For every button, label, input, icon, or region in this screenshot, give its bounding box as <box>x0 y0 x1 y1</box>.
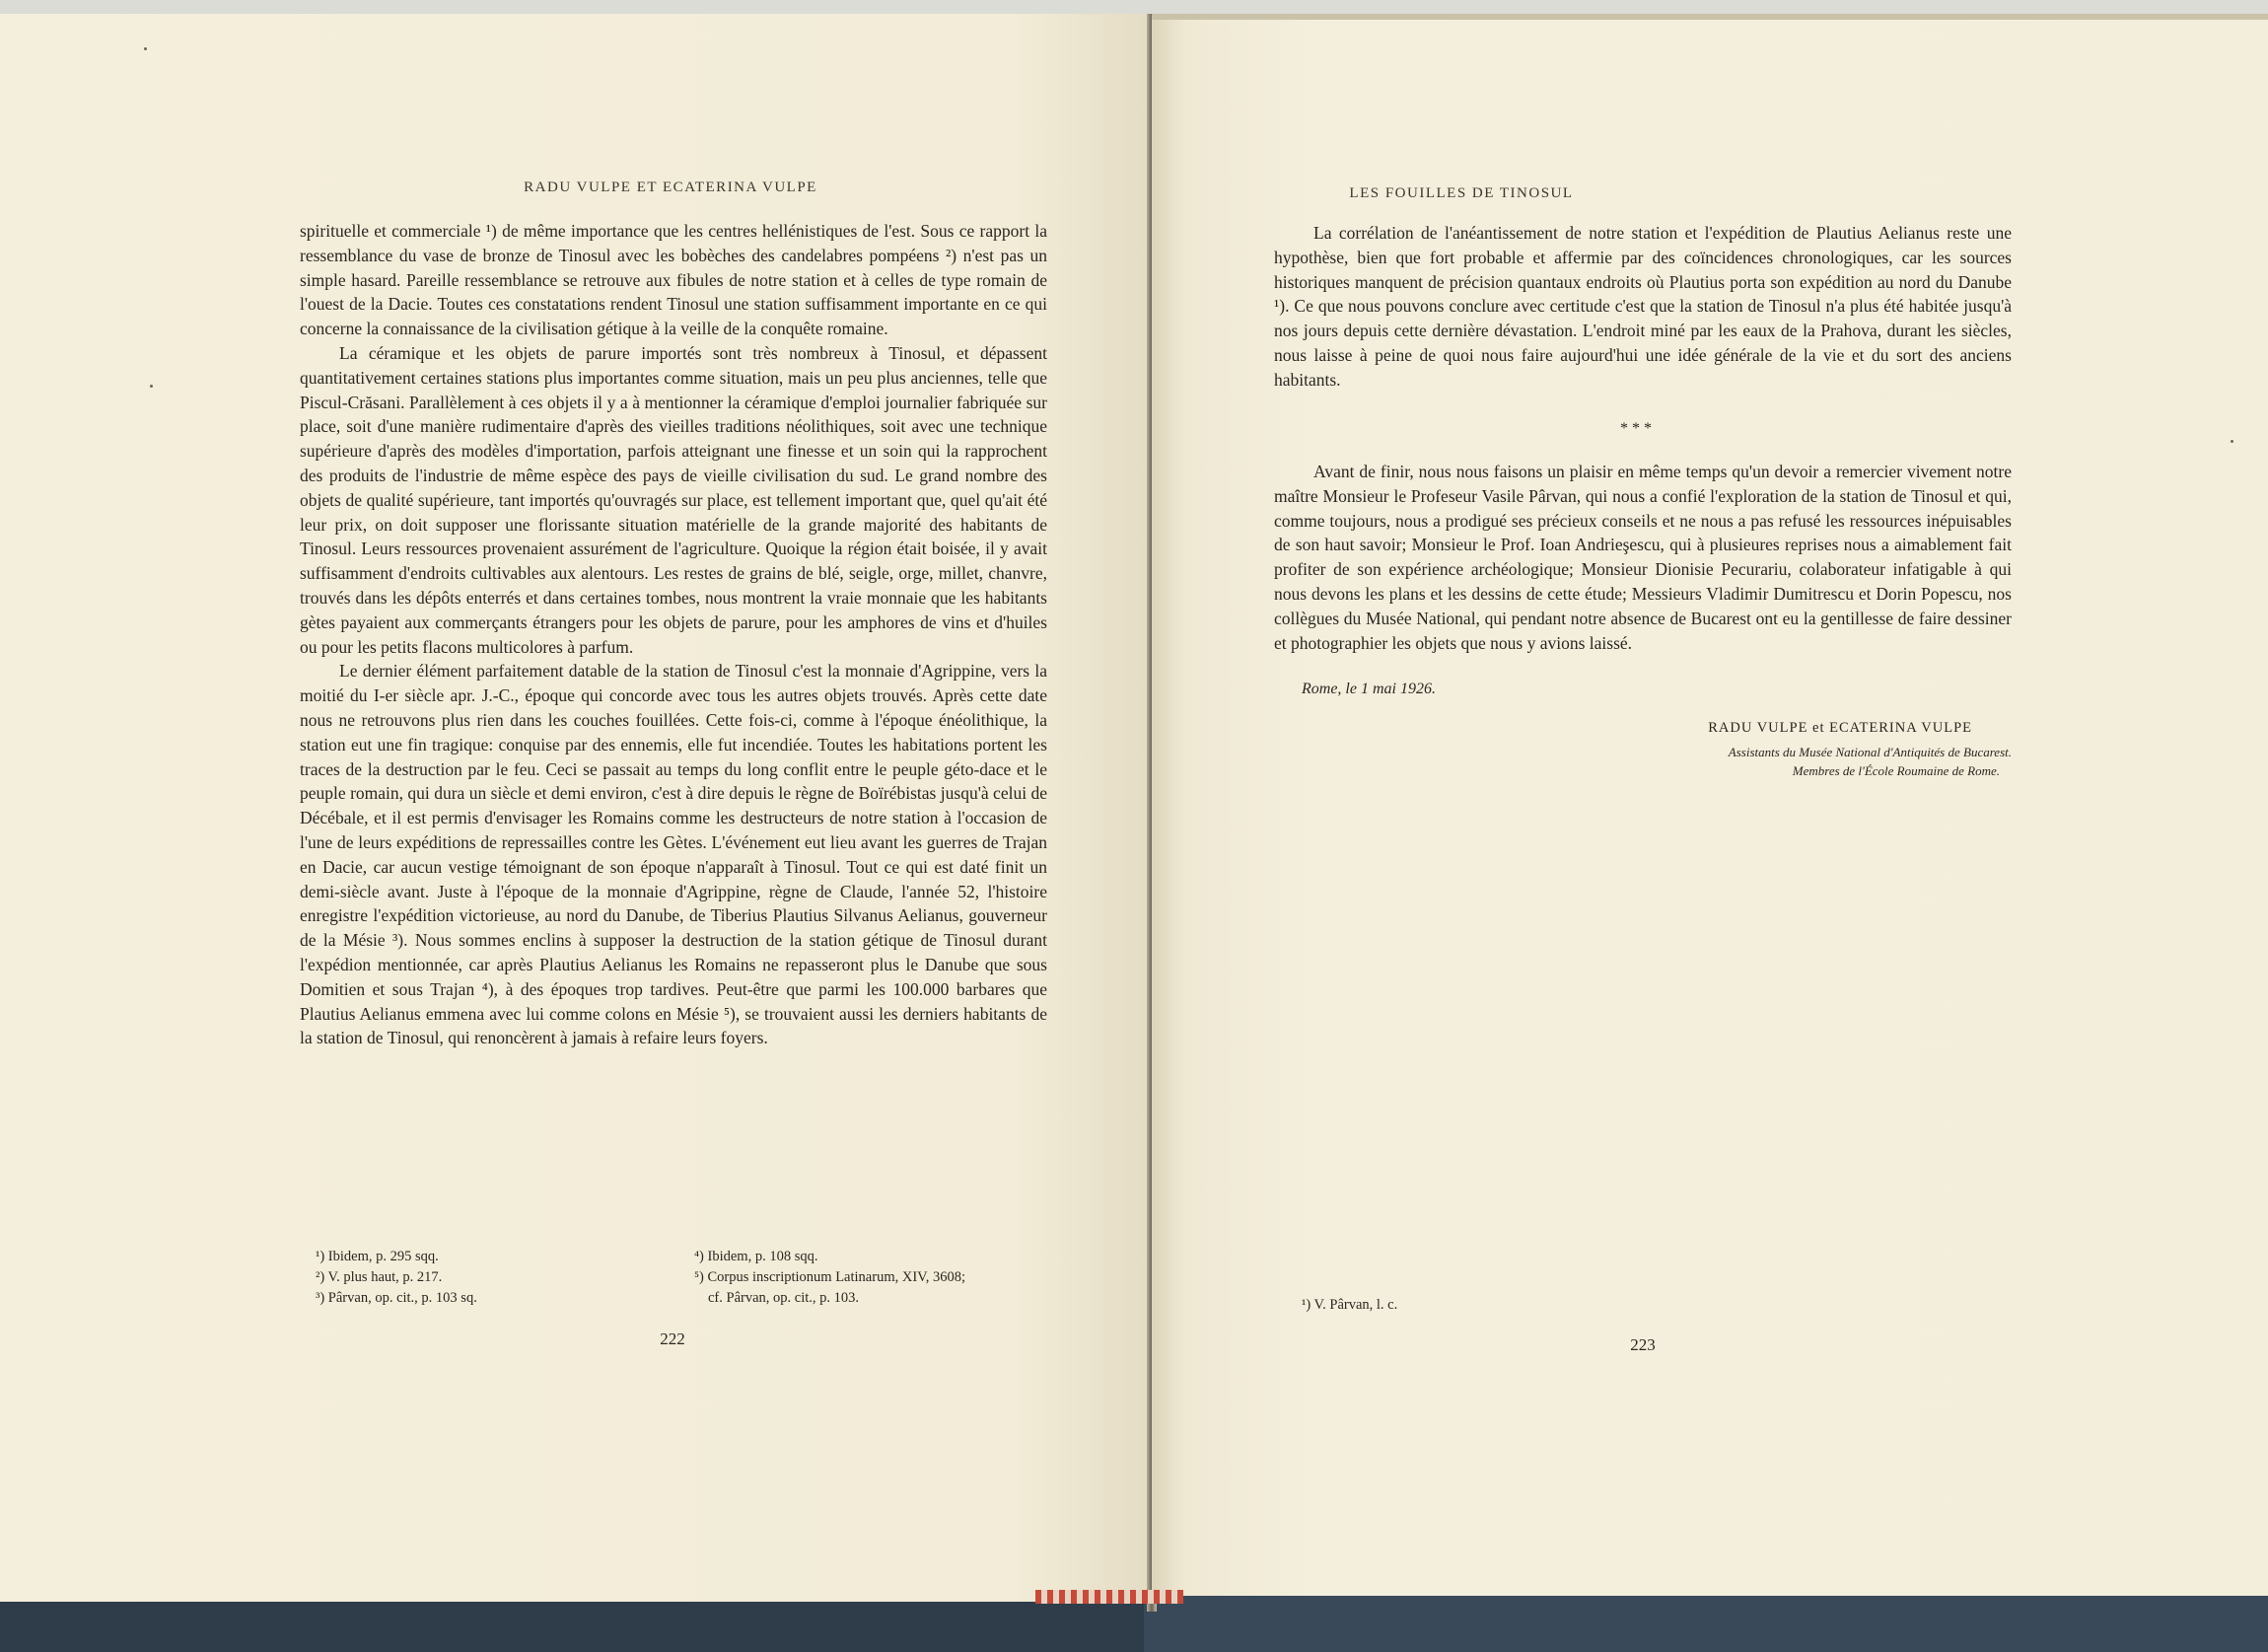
dateline: Rome, le 1 mai 1926. <box>1302 681 1436 697</box>
bookmark-ribbon <box>1035 1590 1183 1604</box>
section-asterism: * * * <box>1620 420 1652 437</box>
signature-name: RADU VULPE et ECATERINA VULPE <box>1708 720 1972 736</box>
footnote-right-1: ¹) V. Pârvan, l. c. <box>1302 1297 1398 1313</box>
left-paragraph-3: Le dernier élément parfaitement datable de la station de Tinosul c'est la monnaie d'Agrippine, vers la moitié du I-er siècle apr. J.-C., époque qui concorde avec tous les autres objets trouvés. Après cette date nous ne retrouvons plus rien dans les couches fouillées. Cette fois-ci, comme à l'époque énéolithique, la station eut une fin tragique: conquise par des ennemis, elle fut incendiée. Toutes les habitations portent les traces de la destruction par le feu. Ceci se passait au temps du long conflit entre le peuple géto-dace et le peuple romain, qui dura un siècle et demi environ, c'est à dire depuis le règne de Boïrébistas jusqu'à celui de Décébale, et il est permis d'envisager les Romains comme les destructeurs de notre station à l'occasion de l'une de leurs expéditions de repressailles contre les Gètes. L'événement eut lieu avant les guerres de Trajan en Dacie, car aucun vestige témoignant de son époque n'apparaît à Tinosul. Tout ce qui est daté finit un demi-siècle avant. Juste à l'époque de la monnaie d'Agrippine, règne de Claude, l'année 52, l'histoire enregistre l'expédition victorieuse, au nord du Danube, de Tiberius Plautius Silvanus Aelianus, gouverneur de la Mésie ³). Nous sommes enclins à supposer la destruction de la station gétique de Tinosul durant l'expédion mentionnée, car après Plautius Aelianus les Romains ne repasseront plus le Danube que sous Domitien et sous Trajan ⁴), à des époques trop tardives. Peut-être que parmi les 100.000 barbares que Plautius Aelianus emmena avec lui comme colons en Mésie ⁵), se trouvaient aussi les derniers habitants de la station de Tinosul, qui renoncèrent à jamais à refaire leurs foyers. <box>300 661 1047 1048</box>
left-paragraph-1: spirituelle et commerciale ¹) de même importance que les centres hellénistiques de l'est. Sous ce rapport la ressemblance du vase de bronze de Tinosul avec les bobèches des candelabres pompéens ²) n'est pas un simple hasard. Pareille ressemblance se retrouve aux fibules de notre station et à celles de type romain de l'ouest de la Dacie. Toutes ces constatations rendent Tinosul une station suffisamment importante en ce qui concerne la connaissance de la civilisation gétique à la veille de la conquête romaine. <box>300 221 1047 339</box>
footnote-5: ⁵) Corpus inscriptionum Latinarum, XIV, 3608; <box>694 1269 966 1285</box>
right-paragraph-1: La corrélation de l'anéantissement de notre station et l'expédition de Plautius Aelianus reste une hypothèse, bien que fort probable et affermie par des coïncidences chronologiques, car les sources historiques manquent de précision quantaux endroits où Plautius porta son expédition au nord du Danube ¹). Ce que nous pouvons conclure avec certitude c'est que la station de Tinosul n'a plus été habitée jusqu'à nos jours depuis cette dernière dévastation. L'endroit miné par les eaux de la Prahova, durant les siècles, nous laisse à peine de quoi nous faire aujourd'hui une idée générale de la vie et du sort des anciens habitants. <box>1274 223 2012 390</box>
footnote-2: ²) V. plus haut, p. 217. <box>316 1269 443 1285</box>
page-number-right: 223 <box>1630 1335 1656 1354</box>
signature-affiliation-1: Assistants du Musée National d'Antiquités de Bucarest. <box>1728 745 2012 759</box>
left-footnotes-col-2 <box>694 1247 965 1309</box>
left-paragraph-2: La céramique et les objets de parure importés sont très nombreux à Tinosul, et dépassent quantitativement certaines stations plus importantes comme situation, mais un peu plus anciennes, telle que Piscul-Crăsani. Parallèlement à ces objets il y a à mentionner la céramique d'emploi journalier fabriquée sur place, soit d'une manière rudimentaire d'après des vieilles traditions néolithiques, soit avec une technique supérieure d'après des modèles d'importation, parfois atteignant une finesse et un soin qui la rapprochent des produits de l'industrie de même espèce des pays de vieille civilisation du sud. Le grand nombre des objets de qualité supérieure, tant importés qu'ouvragés sur place, est tellement important que, quel qu'ait été leur prix, on doit supposer une florissante situation matérielle de la grande majorité des habitants de Tinosul. Leurs ressources provenaient assurément de l'agriculture. Quoique la région était boisée, il y avait suffisamment d'endroits cultivables aux alentours. Les restes de grains de blé, seigle, orge, millet, chanvre, trouvés dans les dépôts enterrés et dans certaines tombes, nous montrent la vraie monnaie que les habitants gètes payaient aux commerçants étrangers pour les objets de parure, pour les amphores de vins et d'huiles ou pour les petits flacons multicolores à parfum. <box>300 342 1047 657</box>
footnote-5-continued: cf. Pârvan, op. cit., p. 103. <box>708 1290 860 1306</box>
footnote-1: ¹) Ibidem, p. 295 sqq. <box>316 1249 439 1264</box>
paper-speck <box>150 385 153 388</box>
paper-speck <box>2231 440 2233 443</box>
page-number-left: 222 <box>660 1329 685 1348</box>
signature-affiliation-2: Membres de l'École Roumaine de Rome. <box>1792 763 2000 778</box>
right-page <box>1152 18 2268 1596</box>
right-body-text-1 <box>1274 221 2012 393</box>
running-head-left: RADU VULPE ET ECATERINA VULPE <box>524 180 817 195</box>
paper-speck <box>144 47 147 50</box>
right-footnotes <box>1302 1295 1397 1316</box>
footnote-3: ³) Pârvan, op. cit., p. 103 sq. <box>316 1290 477 1306</box>
right-body-text-2 <box>1274 460 2012 655</box>
right-paragraph-2: Avant de finir, nous nous faisons un plaisir en même temps qu'un devoir a remercier vivement notre maître Monsieur le Profeseur Vasile Pârvan, qui nous a confié l'exploration de la station de Tinosul et qui, comme toujours, nous a prodigué ses précieux conseils et ne nous a pas refusé les ressources inépuisables de son haut savoir; Monsieur le Prof. Ioan Andrieşescu, qui à plusieures reprises nous a aimablement fait profiter de son expérience archéologique; Monsieur Dionisie Pecurariu, colaborateur infatigable à qui nous devons les plans et les dessins de cette étude; Messieurs Vladimir Dumitrescu et Dorin Popescu, nos collègues du Musée National, qui pendant notre absence de Bucarest ont eu la gentillesse de faire dessiner et photographier les objets que nous y avions laissé. <box>1274 462 2012 653</box>
footnote-4: ⁴) Ibidem, p. 108 sqq. <box>694 1249 818 1264</box>
left-body-text <box>300 219 1047 1050</box>
right-page-top-edge <box>1152 14 2268 20</box>
running-head-right: LES FOUILLES DE TINOSUL <box>1349 185 1574 201</box>
left-page <box>0 14 1152 1602</box>
left-footnotes-col-1 <box>316 1247 477 1309</box>
